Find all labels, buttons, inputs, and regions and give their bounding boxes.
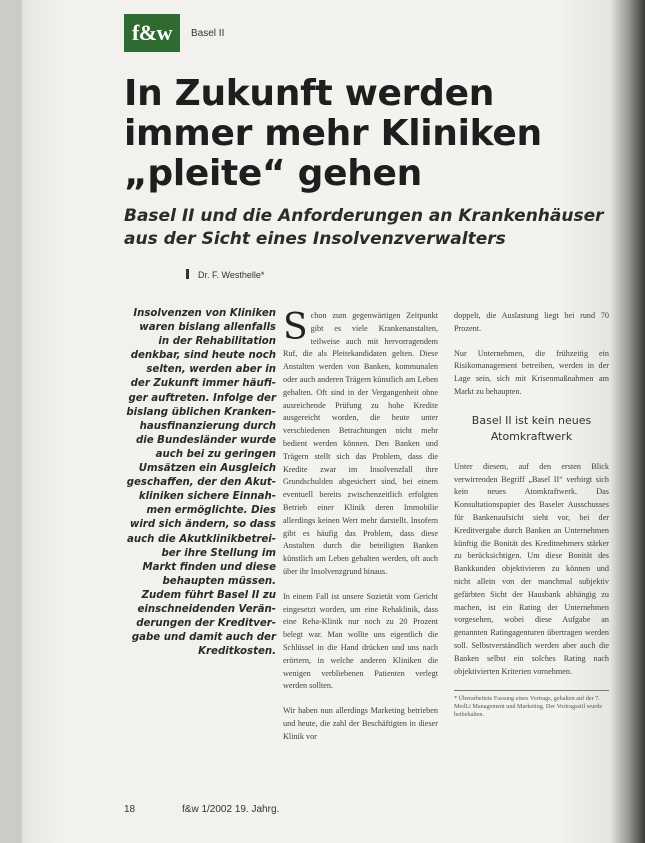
lead-line: geschaffen, der den Akut- xyxy=(126,477,276,489)
lead-line: einschneidenden Verän- xyxy=(137,603,276,615)
lead-line: der Zukunft immer häufi- xyxy=(130,378,276,390)
lead-line: Insolvenzen von Kliniken xyxy=(133,308,276,319)
lead-line: selten, werden aber in xyxy=(146,364,276,376)
lead-line: Markt finden und diese xyxy=(142,561,276,573)
footnote-divider xyxy=(454,690,609,691)
lead-line: behaupten müssen. xyxy=(162,575,276,587)
lead-line: Umsätzen ein Ausgleich xyxy=(138,463,276,475)
lead-line: auch bei zu geringen xyxy=(155,448,276,460)
lead-line: wird sich ändern, so dass xyxy=(129,519,276,531)
lead-line: auch die Akutklinikbetrei- xyxy=(127,533,276,545)
lead-line: derungen der Kreditver- xyxy=(136,618,276,630)
article-lead xyxy=(124,307,276,659)
lead-line: die Bundesländer wurde xyxy=(135,434,276,446)
lead-line: gabe und damit auch der xyxy=(131,632,276,644)
page-number: 18 xyxy=(124,804,136,815)
paragraph-text: chon zum gegenwärtigen Zeitpunkt gibt es viele Krankenanstalten, teilweise auch mit hervorragendem Ruf, die als Pleitekandidaten gelten. Diese Anstalten werden von Banken, kommunalen oder auch anderen Trägern künstlich am Leben gehalten. Oft sind in der Vergangenheit ohne ausreichende Prüfung zu hohe Kredite ausgereicht worden, die heute unter verschiedenen Betrachtungen nicht mehr bedient werden können. Den Banken und Trägern stellt sich das Problem, dass die Kredite zwar im Insolvenzfall ihre Grundschulden abgesichert sind, bei einem eventuell bereits zwischenzeitlich erfolgten Betrieb einer Klinik deren Immobilie allerdings keinen Wert mehr darstellt. Insofern gibt es häufig das Problem, dass diese Anstalten durch die beteiligten Banken künstlich am Leben gehalten werden, oft auch über ihr Insolvenzgrund hinaus. xyxy=(283,311,438,576)
section-heading-line: Atomkraftwerk xyxy=(490,429,573,443)
section-heading xyxy=(454,413,609,445)
subtitle-line: Basel II und die Anforderungen an Krankenhäuser xyxy=(124,206,604,226)
lead-line: ber ihre Stellung im xyxy=(161,547,276,559)
drop-cap: S xyxy=(283,307,308,348)
section-label: Basel II xyxy=(191,28,225,39)
body-paragraph: Nur Unternehmen, die frühzeitig ein Risikomanagement betreiben, werden in der Lage sein, sich mit Krisenmaßnahmen am Markt zu behaupten. xyxy=(454,348,609,396)
body-column-2 xyxy=(454,310,609,719)
section-heading-line: Basel II ist kein neues xyxy=(471,413,592,427)
lead-line: Zudem führt Basel II zu xyxy=(141,589,276,601)
lead-line: ger auftreten. Infolge der xyxy=(128,392,276,404)
lead-line: bislang üblichen Kranken- xyxy=(126,406,276,418)
lead-line: hausfinanzierung durch xyxy=(139,420,276,432)
body-paragraph: In einem Fall ist unsere Sozietät vom Gericht eingesetzt worden, um eine Rehaklinik, dass eine Reha-Klinik nur noch zu 20 Prozent belegt war. Man wollte uns eigentlich die Schlüssel in die Hand drücken und uns nach erörtern, in welche anderen Kliniken die wenigen verbliebenen Patienten verlegt werden sollten. xyxy=(283,591,438,691)
body-column-1 xyxy=(283,307,438,756)
lead-line: Kreditkosten. xyxy=(198,646,276,658)
author-marker xyxy=(186,269,192,279)
author-byline: Dr. F. Westhelle* xyxy=(198,270,265,280)
body-paragraph: Unter diesem, auf den ersten Blick verwirrenden Begriff „Basel II“ verbirgt sich kein neues Atomkraftwerk. Das Konsultationspapier des Baseler Ausschusses für Bankenaufsicht sieht vor, bei der Kreditvergabe durch Banken an Unternehmen künftig die Bonität des Kreditnehmers stärker zu berücksichtigen. Um diese Bonität des Bankkunden objektivieren zu können und nicht allein von der manchmal subjektiv gefärbten Sicht der Hausbank abhängig zu machen, ist ein Rating der Unternehmen vorgesehen, wobei diese Aufgabe an genannten Ratingagenturen übertragen werden soll. Selbstverständlich werden aber auch die Banken selbst ein solches Rating nach objektivierten Kriterien vornehmen. xyxy=(454,461,609,676)
body-paragraph xyxy=(283,307,438,579)
subtitle-line: aus der Sicht eines Insolvenzverwalters xyxy=(124,229,506,249)
body-paragraph: doppelt, die Auslastung liegt bei rund 70 Prozent. xyxy=(454,311,609,333)
title-line: immer mehr Kliniken xyxy=(124,113,542,154)
lead-line: denkbar, sind heute noch xyxy=(130,350,276,362)
title-line: „pleite“ gehen xyxy=(124,153,423,194)
article-subtitle xyxy=(124,205,604,251)
body-paragraph: Wir haben nun allerdings Marketing betrieben und heute, die zahl der Beschäftigten in dieser Klinik vor xyxy=(283,706,438,741)
publication-footer: f&w 1/2002 19. Jahrg. xyxy=(182,804,280,815)
title-line: In Zukunft werden xyxy=(124,73,495,114)
lead-line: kliniken sichere Einnah- xyxy=(138,491,276,503)
lead-line: men ermöglichte. Dies xyxy=(146,505,276,517)
footnote: * Überarbeitete Fassung eines Vortrags, gehalten auf der 7. MedLi Management und Marketing. Der Vortragsstil wurde beibehalten. xyxy=(454,695,603,719)
lead-line: in der Rehabilitation xyxy=(158,336,276,348)
article-title xyxy=(124,74,594,194)
lead-line: waren bislang allenfalls xyxy=(139,322,276,334)
book-gutter-edge xyxy=(0,0,22,843)
publication-logo: f&w xyxy=(124,14,180,52)
